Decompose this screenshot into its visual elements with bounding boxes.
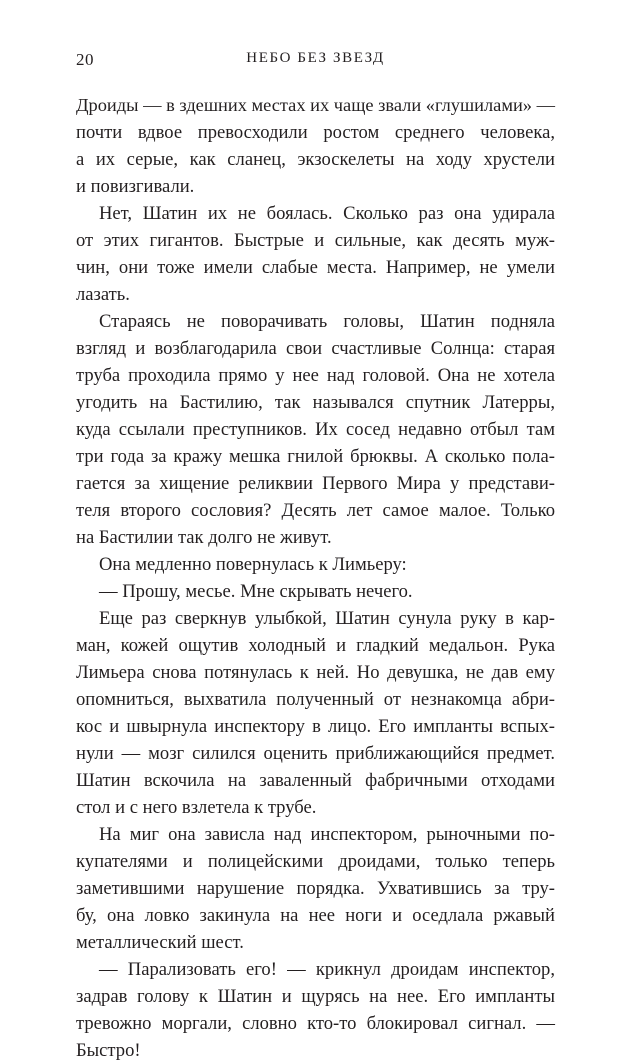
text-line: угодить на Бастилию, так назывался спутник Латерры,	[76, 392, 555, 413]
text-line: кос и швырнула инспектору в лицо. Его импланты вспых-	[76, 716, 555, 737]
text-line: купателями и полицейскими дроидами, только теперь	[76, 851, 555, 872]
running-head	[76, 50, 555, 72]
text-line: Еще раз сверкнув улыбкой, Шатин сунула руку в кар-	[99, 608, 555, 629]
text-line: опомниться, выхватила полученный от незнакомца абри-	[76, 689, 555, 710]
text-line: Она медленно повернулась к Лимьеру:	[99, 554, 407, 575]
text-line: Лимьера снова потянулась к ней. Но девушка, не дав ему	[76, 662, 555, 683]
text-line: гается за хищение реликвии Первого Мира у представи-	[76, 473, 555, 494]
text-line: — Парализовать его! — крикнул дроидам инспектор,	[99, 959, 555, 980]
text-line: бу, она ловко закинула на нее ноги и оседлала ржавый	[76, 905, 555, 926]
text-line: Шатин вскочила на заваленный фабричными отходами	[76, 770, 555, 791]
text-line: от этих гигантов. Быстрые и сильные, как десять муж-	[76, 230, 555, 251]
text-line: Быстро!	[76, 1040, 141, 1061]
text-line: куда ссылали преступников. Их сосед недавно отбыл там	[76, 419, 555, 440]
text-line: металлический шест.	[76, 932, 244, 953]
text-line: труба проходила прямо у нее над головой. Она не хотела	[76, 365, 555, 386]
text-line: стол и с него взлетела к трубе.	[76, 797, 317, 818]
text-line: взгляд и возблагодарила свои счастливые Солнца: старая	[76, 338, 555, 359]
text-line: три года за кражу мешка гнилой брюквы. А сколько пола-	[76, 446, 555, 467]
text-line: и повизгивали.	[76, 176, 195, 197]
text-line: а их серые, как сланец, экзоскелеты на ходу хрустели	[76, 149, 555, 170]
text-line: Стараясь не поворачивать головы, Шатин подняла	[99, 311, 555, 332]
page-number: 20	[76, 50, 94, 69]
text-line: заметившими нарушение порядка. Ухватившись за тру-	[76, 878, 555, 899]
text-line: почти вдвое превосходили ростом среднего человека,	[76, 122, 555, 143]
text-line: теля второго сословия? Десять лет самое малое. Только	[76, 500, 555, 521]
text-line: лазать.	[76, 284, 130, 305]
text-line: нули — мозг силился оценить приближающийся предмет.	[76, 743, 555, 764]
text-line: на Бастилии так долго не живут.	[76, 527, 332, 548]
text-line: Нет, Шатин их не боялась. Сколько раз она удирала	[99, 203, 555, 224]
text-line: Дроиды — в здешних местах их чаще звали «глушилами» —	[76, 95, 555, 115]
text-line: — Прошу, месье. Мне скрывать нечего.	[99, 581, 413, 602]
text-line: чин, они тоже имели слабые места. Например, не умели	[76, 257, 555, 278]
book-title: НЕБО БЕЗ ЗВЕЗД	[246, 50, 385, 66]
text-line: На миг она зависла над инспектором, рыночными по-	[99, 824, 555, 845]
text-line: задрав голову к Шатин и щурясь на нее. Его импланты	[76, 986, 555, 1007]
text-line: ман, кожей ощутив холодный и гладкий медальон. Рука	[76, 635, 555, 656]
body-text	[76, 92, 555, 1064]
text-line: тревожно моргали, словно кто-то блокировал сигнал. —	[76, 1013, 555, 1034]
